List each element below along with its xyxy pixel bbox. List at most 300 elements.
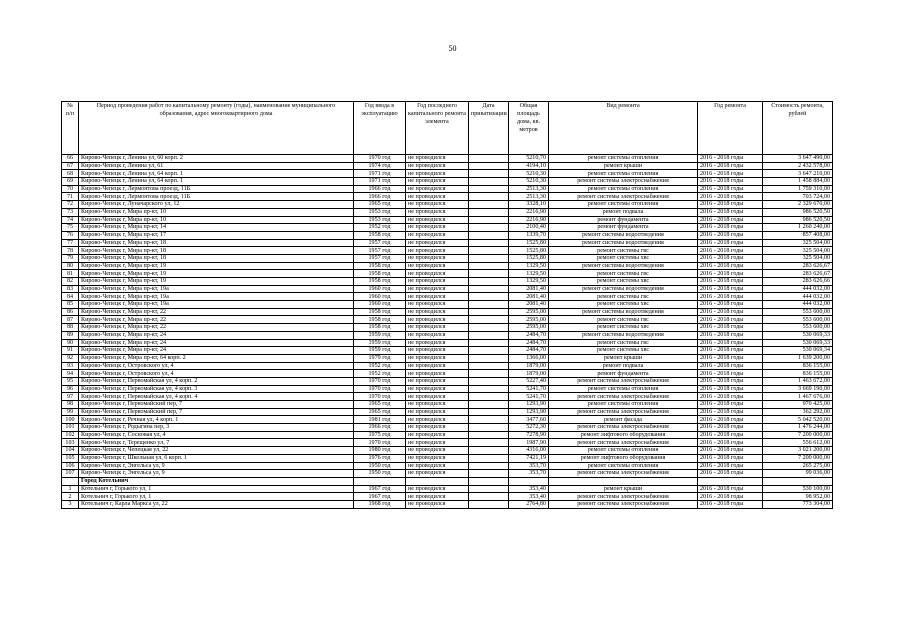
cell-year-built: 1970 год [354,393,406,401]
cell-privatization [469,454,509,462]
cell-repair-type: ремонт системы водоотведения [549,239,698,247]
cell-address: Кирово-Чепецк г, Энгельса ул, 9 [79,462,354,470]
cell-cost: 98 952,00 [763,493,833,501]
cell-repair-year: 2016 - 2018 годы [698,385,763,393]
cell-repair-year: 2016 - 2018 годы [698,308,763,316]
cell-cost: 1 463 672,00 [763,377,833,385]
cell-repair-year: 2016 - 2018 годы [698,347,763,355]
section-empty-cell [763,477,833,485]
table-row [62,262,833,270]
cell-area: 1293,90 [509,401,549,409]
cell-area: 4194,10 [509,162,549,170]
cell-last-repair: не проводился [406,285,469,293]
cell-repair-year: 2016 - 2018 годы [698,170,763,178]
cell-area: 1329,50 [509,270,549,278]
cell-area: 353,40 [509,493,549,501]
cell-num: 94 [62,370,79,378]
cell-area: 1329,50 [509,278,549,286]
cell-cost: 1 467 676,00 [763,393,833,401]
cell-num: 102 [62,431,79,439]
cell-repair-type: ремонт крыши [549,354,698,362]
cell-repair-type: ремонт системы гвс [549,270,698,278]
cell-num: 95 [62,377,79,385]
cell-area: 2081,40 [509,301,549,309]
cell-address: Кирово-Чепецк г, Мира пр-кт, 19а [79,301,354,309]
cell-address: Кирово-Чепецк г, Речная ул, 4 корп. 1 [79,416,354,424]
cell-privatization [469,216,509,224]
cell-privatization [469,500,509,508]
cell-last-repair: не проводился [406,270,469,278]
cell-repair-year: 2016 - 2018 годы [698,285,763,293]
cell-year-built: 1953 год [354,216,406,224]
cell-cost: 986 520,50 [763,208,833,216]
cell-address: Кирово-Чепецк г, Первомайская ул, 4 корп. 3 [79,385,354,393]
table-row [62,377,833,385]
cell-num: 69 [62,178,79,186]
cell-year-built: 1970 год [354,377,406,385]
cell-area: 1987,90 [509,439,549,447]
cell-num: 97 [62,393,79,401]
cell-repair-year: 2016 - 2018 годы [698,208,763,216]
cell-privatization [469,270,509,278]
cell-last-repair: не проводился [406,439,469,447]
cell-area: 1525,80 [509,247,549,255]
cell-cost: 325 504,00 [763,254,833,262]
cell-address: Кирово-Чепецк г, Терещенко ул, 7 [79,439,354,447]
table-row [62,454,833,462]
cell-repair-type: ремонт системы хвс [549,347,698,355]
cell-year-built: 1950 год [354,470,406,478]
cell-num: 86 [62,308,79,316]
cell-year-built: 1981 год [354,416,406,424]
cell-privatization [469,247,509,255]
cell-repair-year: 2016 - 2018 годы [698,216,763,224]
cell-year-built: 1953 год [354,208,406,216]
cell-privatization [469,401,509,409]
cell-address: Кирово-Чепецк г, Мира пр-кт, 18 [79,247,354,255]
table-row [62,270,833,278]
cell-last-repair: не проводился [406,278,469,286]
cell-repair-type: ремонт системы водоотведения [549,231,698,239]
cell-cost: 283 626,67 [763,262,833,270]
cell-year-built: 1980 год [354,447,406,455]
cell-privatization [469,254,509,262]
cell-year-built: 1965 год [354,408,406,416]
cell-repair-year: 2016 - 2018 годы [698,178,763,186]
cell-cost: 1 458 884,00 [763,178,833,186]
cell-repair-type: ремонт лифтового оборудования [549,454,698,462]
cell-year-built: 1960 год [354,285,406,293]
cell-repair-year: 2016 - 2018 годы [698,254,763,262]
cell-address: Кирово-Чепецк г, Мира пр-кт, 24 [79,331,354,339]
cell-area: 2484,70 [509,331,549,339]
cell-cost: 3 647 490,00 [763,155,833,163]
cell-num: 84 [62,293,79,301]
cell-year-built: 1967 год [354,485,406,493]
cell-address: Кирово-Чепецк г, Чепецкая ул, 22 [79,447,354,455]
repair-schedule-table [61,101,833,509]
cell-repair-year: 2016 - 2018 годы [698,262,763,270]
cell-privatization [469,278,509,286]
cell-last-repair: не проводился [406,324,469,332]
cell-num: 68 [62,170,79,178]
cell-last-repair: не проводился [406,301,469,309]
cell-privatization [469,162,509,170]
cell-repair-type: ремонт системы электроснабжения [549,470,698,478]
cell-cost: 836 155,00 [763,362,833,370]
cell-area: 2081,40 [509,285,549,293]
table-row [62,216,833,224]
table-row [62,462,833,470]
table-row [62,193,833,201]
cell-privatization [469,370,509,378]
cell-num: 79 [62,254,79,262]
cell-repair-type: ремонт системы электроснабжения [549,178,698,186]
cell-privatization [469,155,509,163]
cell-num: 107 [62,470,79,478]
cell-repair-type: ремонт системы электроснабжения [549,408,698,416]
cell-num: 88 [62,324,79,332]
cell-year-built: 1958 год [354,270,406,278]
cell-repair-year: 2016 - 2018 годы [698,155,763,163]
cell-year-built: 1967 год [354,493,406,501]
cell-area: 2764,80 [509,500,549,508]
cell-repair-type: ремонт крыши [549,162,698,170]
table-header-row [62,102,833,155]
cell-cost: 553 600,00 [763,316,833,324]
cell-cost: 283 626,67 [763,270,833,278]
cell-num: 106 [62,462,79,470]
cell-repair-type: ремонт системы отопления [549,401,698,409]
cell-last-repair: не проводился [406,185,469,193]
cell-repair-year: 2016 - 2018 годы [698,408,763,416]
table-row [62,362,833,370]
cell-area: 2216,90 [509,216,549,224]
table-row [62,308,833,316]
table-row [62,254,833,262]
header-repair-type: Вид ремонта [549,102,698,155]
cell-address: Кирово-Чепецк г, Мира пр-кт, 14 [79,224,354,232]
cell-year-built: 1960 год [354,301,406,309]
cell-year-built: 1959 год [354,331,406,339]
cell-repair-type: ремонт фундамента [549,216,698,224]
cell-year-built: 1966 год [354,185,406,193]
table-row [62,385,833,393]
cell-year-built: 1959 год [354,339,406,347]
cell-repair-year: 2016 - 2018 годы [698,270,763,278]
cell-num: 70 [62,185,79,193]
cell-year-built: 1950 год [354,462,406,470]
cell-address: Кирово-Чепецк г, Сосновая ул, 4 [79,431,354,439]
cell-privatization [469,393,509,401]
table-row [62,247,833,255]
cell-address: Кирово-Чепецк г, Мира пр-кт, 22 [79,316,354,324]
cell-num: 67 [62,162,79,170]
cell-last-repair: не проводился [406,262,469,270]
cell-repair-type: ремонт системы водоотведения [549,262,698,270]
cell-cost: 970 425,00 [763,401,833,409]
table-row [62,170,833,178]
cell-repair-year: 2016 - 2018 годы [698,247,763,255]
cell-last-repair: не проводился [406,231,469,239]
cell-year-built: 1970 год [354,439,406,447]
cell-repair-type: ремонт фундамента [549,370,698,378]
cell-area: 5241,70 [509,385,549,393]
cell-area: 2484,70 [509,339,549,347]
cell-area: 5210,70 [509,155,549,163]
cell-address: Кирово-Чепецк г, Школьная ул, 6 корп. 1 [79,454,354,462]
cell-area: 2081,40 [509,293,549,301]
cell-num: 93 [62,362,79,370]
cell-cost: 2 432 578,00 [763,162,833,170]
cell-num: 81 [62,270,79,278]
cell-num: 87 [62,316,79,324]
cell-cost: 857 408,00 [763,231,833,239]
cell-year-built: 1958 год [354,308,406,316]
cell-area: 353,70 [509,462,549,470]
cell-year-built: 1960 год [354,293,406,301]
cell-repair-year: 2016 - 2018 годы [698,185,763,193]
cell-privatization [469,485,509,493]
cell-repair-type: ремонт системы отопления [549,201,698,209]
cell-num: 78 [62,247,79,255]
cell-privatization [469,224,509,232]
cell-address: Кирово-Чепецк г, Мира пр-кт, 19 [79,262,354,270]
cell-num: 91 [62,347,79,355]
cell-last-repair: не проводился [406,193,469,201]
cell-privatization [469,308,509,316]
cell-repair-year: 2016 - 2018 годы [698,224,763,232]
cell-num: 75 [62,224,79,232]
cell-repair-year: 2016 - 2018 годы [698,493,763,501]
cell-privatization [469,293,509,301]
cell-repair-type: ремонт системы гвс [549,316,698,324]
cell-num: 1 [62,485,79,493]
cell-last-repair: не проводился [406,408,469,416]
cell-area: 2216,90 [509,208,549,216]
cell-cost: 3 647 210,00 [763,170,833,178]
table-row [62,224,833,232]
cell-num: 73 [62,208,79,216]
cell-cost: 530 100,00 [763,485,833,493]
cell-cost: 444 032,00 [763,301,833,309]
cell-privatization [469,301,509,309]
cell-year-built: 1958 год [354,316,406,324]
cell-cost: 1 476 244,00 [763,424,833,432]
cell-repair-year: 2016 - 2018 годы [698,393,763,401]
cell-last-repair: не проводился [406,162,469,170]
cell-num: 83 [62,285,79,293]
cell-cost: 1 759 310,00 [763,185,833,193]
cell-area: 353,40 [509,485,549,493]
cell-address: Кирово-Чепецк г, Ленина ул, 64 корп. 1 [79,178,354,186]
cell-repair-type: ремонт системы электроснабжения [549,377,698,385]
cell-year-built: 1957 год [354,239,406,247]
cell-address: Кирово-Чепецк г, Мира пр-кт, 10 [79,208,354,216]
cell-year-built: 1971 год [354,178,406,186]
cell-address: Кирово-Чепецк г, Мира пр-кт, 22 [79,308,354,316]
cell-last-repair: не проводился [406,178,469,186]
cell-repair-type: ремонт системы электроснабжения [549,393,698,401]
cell-area: 3328,10 [509,201,549,209]
cell-year-built: 1970 год [354,155,406,163]
cell-repair-type: ремонт системы электроснабжения [549,193,698,201]
cell-cost: 5 042 520,00 [763,416,833,424]
table-row [62,208,833,216]
cell-repair-type: ремонт системы хвс [549,254,698,262]
cell-privatization [469,354,509,362]
cell-num: 103 [62,439,79,447]
table-row [62,485,833,493]
cell-num: 96 [62,385,79,393]
cell-cost: 530 069,33 [763,339,833,347]
cell-year-built: 1966 год [354,424,406,432]
cell-privatization [469,285,509,293]
table-row [62,231,833,239]
cell-address: Кирово-Чепецк г, Мира пр-кт, 18 [79,239,354,247]
section-row [62,477,833,485]
cell-privatization [469,324,509,332]
cell-repair-type: ремонт системы хвс [549,324,698,332]
cell-repair-year: 2016 - 2018 годы [698,431,763,439]
cell-repair-type: ремонт подвала [549,208,698,216]
table-row [62,239,833,247]
cell-area: 2513,30 [509,193,549,201]
cell-repair-type: ремонт фасада [549,416,698,424]
cell-year-built: 1959 год [354,347,406,355]
cell-repair-type: ремонт системы водоотведения [549,331,698,339]
cell-privatization [469,385,509,393]
cell-area: 1525,80 [509,239,549,247]
cell-area: 2595,00 [509,324,549,332]
cell-address: Кирово-Чепецк г, Мира пр-кт, 17 [79,231,354,239]
cell-num: 82 [62,278,79,286]
cell-cost: 986 520,50 [763,216,833,224]
cell-last-repair: не проводился [406,447,469,455]
cell-last-repair: не проводился [406,201,469,209]
cell-repair-type: ремонт системы электроснабжения [549,424,698,432]
cell-area: 1879,00 [509,362,549,370]
cell-repair-year: 2016 - 2018 годы [698,454,763,462]
cell-privatization [469,339,509,347]
cell-repair-year: 2016 - 2018 годы [698,362,763,370]
cell-address: Кирово-Чепецк г, Первомайский пер, 7 [79,401,354,409]
cell-privatization [469,316,509,324]
cell-year-built: 1974 год [354,162,406,170]
header-year-built: Год ввода в эксплуатацию [354,102,406,155]
cell-cost: 2 329 670,00 [763,201,833,209]
cell-cost: 3 021 200,00 [763,447,833,455]
cell-repair-type: ремонт системы электроснабжения [549,500,698,508]
table-row [62,408,833,416]
cell-address: Кирово-Чепецк г, Островского ул, 4 [79,362,354,370]
header-period-address: Период проведения работ по капитальному ремонту (годы), наименование муниципального образования, адрес многоквартирного дома [79,102,354,155]
cell-repair-year: 2016 - 2018 годы [698,301,763,309]
cell-cost: 556 612,00 [763,439,833,447]
cell-privatization [469,231,509,239]
cell-privatization [469,493,509,501]
cell-repair-type: ремонт системы отопления [549,462,698,470]
cell-cost: 325 504,00 [763,247,833,255]
cell-address: Кирово-Чепецк г, Ленина ул, 61 [79,162,354,170]
cell-address: Кирово-Чепецк г, Лермонтова проезд, 11Б [79,185,354,193]
cell-repair-year: 2016 - 2018 годы [698,377,763,385]
cell-last-repair: не проводился [406,331,469,339]
cell-last-repair: не проводился [406,316,469,324]
cell-last-repair: не проводился [406,308,469,316]
cell-num: 76 [62,231,79,239]
cell-cost: 444 032,00 [763,285,833,293]
cell-num: 99 [62,408,79,416]
cell-repair-year: 2016 - 2018 годы [698,339,763,347]
cell-address: Кирово-Чепецк г, Островского ул, 4 [79,370,354,378]
cell-last-repair: не проводился [406,424,469,432]
table-row [62,339,833,347]
cell-privatization [469,431,509,439]
cell-repair-year: 2016 - 2018 годы [698,370,763,378]
cell-repair-year: 2016 - 2018 годы [698,401,763,409]
cell-repair-year: 2016 - 2018 годы [698,278,763,286]
cell-repair-type: ремонт подвала [549,362,698,370]
cell-num: 89 [62,331,79,339]
cell-repair-type: ремонт фундамента [549,224,698,232]
cell-num: 92 [62,354,79,362]
cell-year-built: 1965 год [354,401,406,409]
cell-year-built: 1957 год [354,254,406,262]
cell-year-built: 1952 год [354,362,406,370]
cell-last-repair: не проводился [406,485,469,493]
cell-privatization [469,424,509,432]
cell-num: 101 [62,424,79,432]
cell-cost: 265 275,00 [763,462,833,470]
cell-cost: 7 200 000,00 [763,431,833,439]
cell-num: 3 [62,500,79,508]
cell-repair-year: 2016 - 2018 годы [698,193,763,201]
cell-repair-year: 2016 - 2018 годы [698,331,763,339]
cell-last-repair: не проводился [406,401,469,409]
cell-privatization [469,185,509,193]
cell-last-repair: не проводился [406,416,469,424]
table-row [62,316,833,324]
cell-repair-year: 2016 - 2018 годы [698,324,763,332]
cell-repair-type: ремонт системы отопления [549,185,698,193]
cell-area: 1366,00 [509,354,549,362]
cell-repair-year: 2016 - 2018 годы [698,162,763,170]
cell-privatization [469,208,509,216]
cell-privatization [469,408,509,416]
cell-last-repair: не проводился [406,470,469,478]
table-row [62,500,833,508]
cell-address: Кирово-Чепецк г, Лермонтова проезд, 11Б [79,193,354,201]
cell-last-repair: не проводился [406,247,469,255]
cell-repair-year: 2016 - 2018 годы [698,354,763,362]
page-number: 50 [448,44,457,53]
cell-last-repair: не проводился [406,170,469,178]
cell-area: 1329,50 [509,262,549,270]
cell-year-built: 1975 год [354,431,406,439]
cell-repair-type: ремонт системы отопления [549,155,698,163]
cell-area: 5210,30 [509,178,549,186]
cell-area: 2484,70 [509,347,549,355]
cell-address: Кирово-Чепецк г, Мира пр-кт, 64 корп. 2 [79,354,354,362]
cell-cost: 553 600,00 [763,308,833,316]
cell-area: 5241,70 [509,393,549,401]
header-last-repair: Год последнего капитального ремонта элемента [406,102,469,155]
cell-cost: 283 626,66 [763,278,833,286]
cell-cost: 773 304,00 [763,500,833,508]
cell-year-built: 1966 год [354,193,406,201]
cell-address: Кирово-Чепецк г, Ленина ул, 64 корп. 1 [79,170,354,178]
